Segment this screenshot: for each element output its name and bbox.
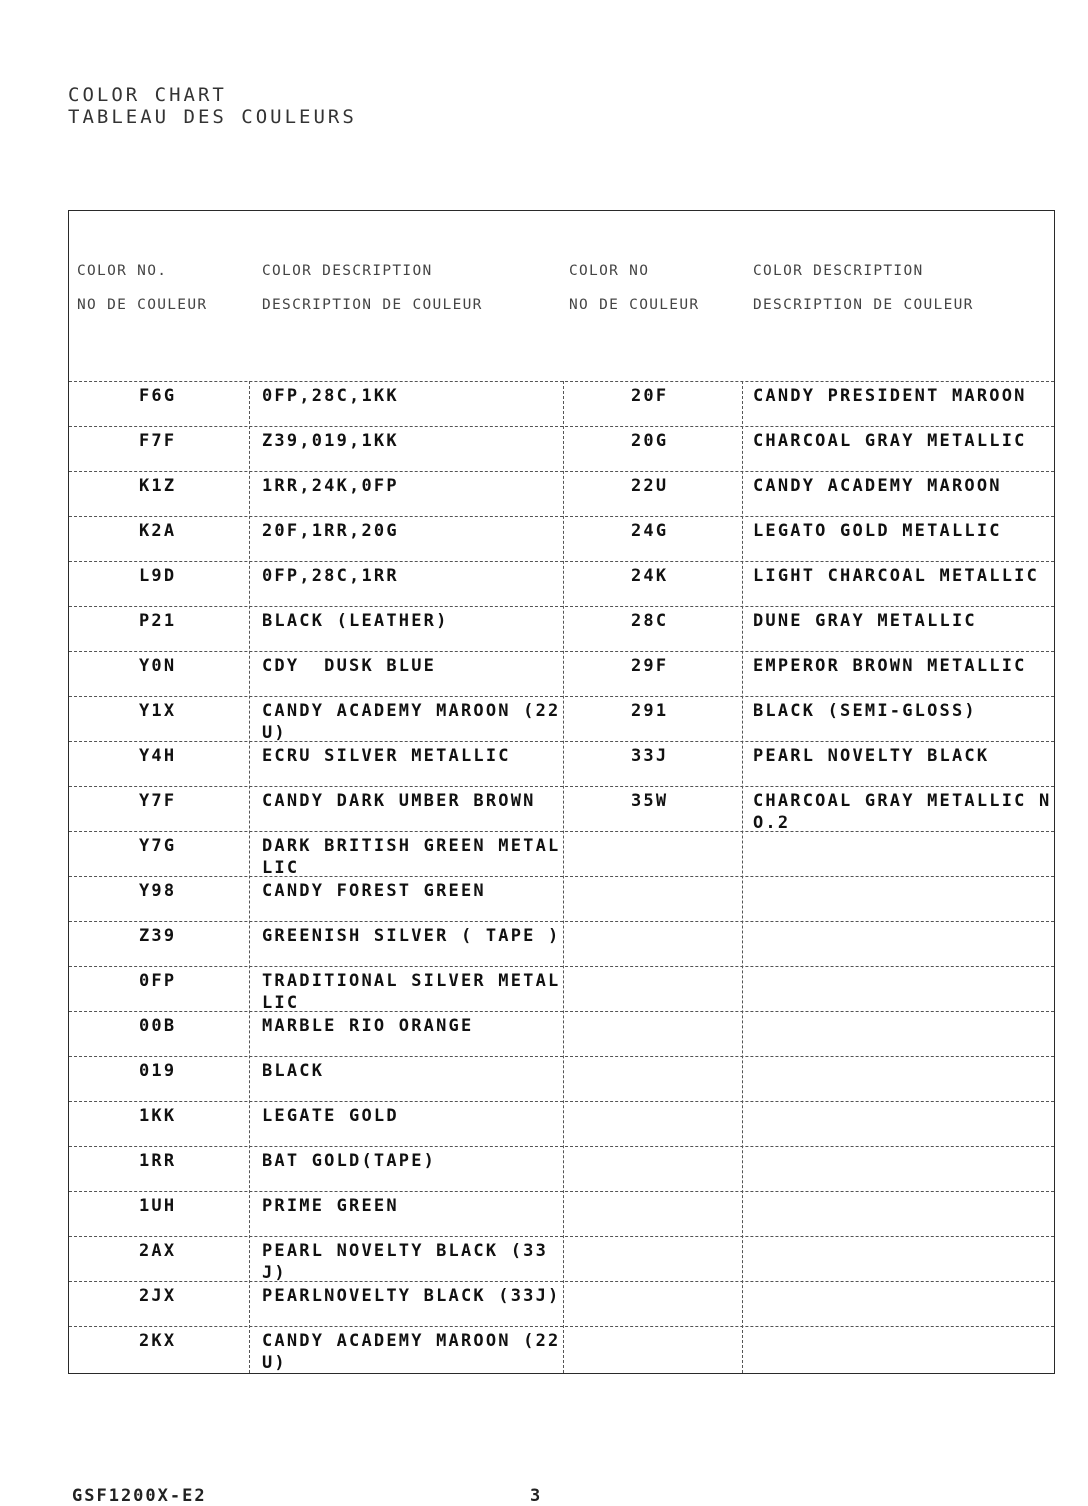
color-description-2: LEGATO GOLD METALLIC (753, 521, 1002, 541)
table-row (69, 786, 1054, 831)
color-description: TRADITIONAL SILVER METALLIC (262, 971, 561, 1013)
page-number: 3 (530, 1486, 543, 1506)
color-no: 0FP (139, 971, 177, 991)
color-description: 20F,1RR,20G (262, 521, 399, 541)
color-description-2: DUNE GRAY METALLIC (753, 611, 977, 631)
color-description: CANDY ACADEMY MAROON (22U) (262, 701, 561, 743)
color-no: L9D (139, 566, 177, 586)
table-row (69, 516, 1054, 561)
table-row (69, 966, 1054, 1011)
color-description: LEGATE GOLD (262, 1106, 399, 1126)
table-row (69, 876, 1054, 921)
color-description: MARBLE RIO ORANGE (262, 1016, 474, 1036)
color-description: BLACK (262, 1061, 325, 1081)
table-row (69, 921, 1054, 966)
color-no: Y7F (139, 791, 177, 811)
model-code: GSF1200X-E2 (72, 1486, 207, 1506)
color-no: F7F (139, 431, 177, 451)
header-color-no-2-fr: NO DE COULEUR (569, 297, 700, 313)
color-description: 0FP,28C,1KK (262, 386, 399, 406)
color-description-2: CANDY PRESIDENT MAROON (753, 386, 1027, 406)
color-description: BAT GOLD(TAPE) (262, 1151, 437, 1171)
color-no: F6G (139, 386, 177, 406)
table-row (69, 1146, 1054, 1191)
color-no-2: 20F (631, 386, 669, 406)
color-description: PEARLNOVELTY BLACK (33J) (262, 1286, 561, 1306)
color-no-2: 20G (631, 431, 669, 451)
page-title: COLOR CHART (68, 84, 227, 106)
header-color-no: COLOR NO. (77, 263, 168, 279)
color-description-2: CHARCOAL GRAY METALLIC (753, 431, 1027, 451)
table-row (69, 1236, 1054, 1281)
color-no: 1KK (139, 1106, 177, 1126)
color-no-2: 35W (631, 791, 669, 811)
header-color-description-2-fr: DESCRIPTION DE COULEUR (753, 297, 974, 313)
color-no: 2AX (139, 1241, 177, 1261)
color-no-2: 22U (631, 476, 669, 496)
color-no: 1RR (139, 1151, 177, 1171)
table-row (69, 1056, 1054, 1101)
table-row (69, 426, 1054, 471)
color-description-2: PEARL NOVELTY BLACK (753, 746, 990, 766)
color-no-2: 28C (631, 611, 669, 631)
color-description: CANDY ACADEMY MAROON (22U) (262, 1331, 561, 1373)
color-no-2: 24G (631, 521, 669, 541)
table-row (69, 1191, 1054, 1236)
table-row (69, 606, 1054, 651)
table-row (69, 651, 1054, 696)
color-no: P21 (139, 611, 177, 631)
table-row (69, 471, 1054, 516)
color-no-2: 29F (631, 656, 669, 676)
header-color-description: COLOR DESCRIPTION (262, 263, 433, 279)
color-description: PRIME GREEN (262, 1196, 399, 1216)
color-description: 1RR,24K,0FP (262, 476, 399, 496)
table-row (69, 1281, 1054, 1326)
color-description-2: LIGHT CHARCOAL METALLIC (753, 566, 1040, 586)
color-description: PEARL NOVELTY BLACK (33J) (262, 1241, 549, 1283)
color-no: K1Z (139, 476, 177, 496)
color-no: Y4H (139, 746, 177, 766)
color-no: 1UH (139, 1196, 177, 1216)
color-no: Y1X (139, 701, 177, 721)
table-row (69, 741, 1054, 786)
color-description: 0FP,28C,1RR (262, 566, 399, 586)
color-no: Y98 (139, 881, 177, 901)
color-description-2: EMPEROR BROWN METALLIC (753, 656, 1027, 676)
color-description: Z39,019,1KK (262, 431, 399, 451)
page-subtitle: TABLEAU DES COULEURS (68, 106, 357, 128)
color-description-2: CHARCOAL GRAY METALLIC NO.2 (753, 791, 1052, 833)
table-row (69, 696, 1054, 741)
color-no-2: 33J (631, 746, 669, 766)
color-no: K2A (139, 521, 177, 541)
color-description: BLACK (LEATHER) (262, 611, 449, 631)
color-chart-table (68, 210, 1055, 1374)
color-description: GREENISH SILVER ( TAPE ) (262, 926, 561, 946)
color-no: Z39 (139, 926, 177, 946)
table-row (69, 381, 1054, 426)
color-no: 2KX (139, 1331, 177, 1351)
color-no: 019 (139, 1061, 177, 1081)
color-description: CANDY FOREST GREEN (262, 881, 486, 901)
header-color-description-2: COLOR DESCRIPTION (753, 263, 924, 279)
color-description: CDY DUSK BLUE (262, 656, 437, 676)
color-no-2: 291 (631, 701, 669, 721)
table-row (69, 831, 1054, 876)
color-description: CANDY DARK UMBER BROWN (262, 791, 536, 811)
color-no: 2JX (139, 1286, 177, 1306)
table-row (69, 1101, 1054, 1146)
table-row (69, 1326, 1054, 1371)
table-row (69, 1011, 1054, 1056)
color-description: ECRU SILVER METALLIC (262, 746, 511, 766)
color-description-2: BLACK (SEMI-GLOSS) (753, 701, 977, 721)
color-no: Y7G (139, 836, 177, 856)
color-no: 00B (139, 1016, 177, 1036)
header-color-no-fr: NO DE COULEUR (77, 297, 208, 313)
table-row (69, 561, 1054, 606)
header-color-no-2: COLOR NO (569, 263, 650, 279)
color-no: Y0N (139, 656, 177, 676)
color-description: DARK BRITISH GREEN METALLIC (262, 836, 561, 878)
color-no-2: 24K (631, 566, 669, 586)
color-description-2: CANDY ACADEMY MAROON (753, 476, 1002, 496)
header-color-description-fr: DESCRIPTION DE COULEUR (262, 297, 483, 313)
